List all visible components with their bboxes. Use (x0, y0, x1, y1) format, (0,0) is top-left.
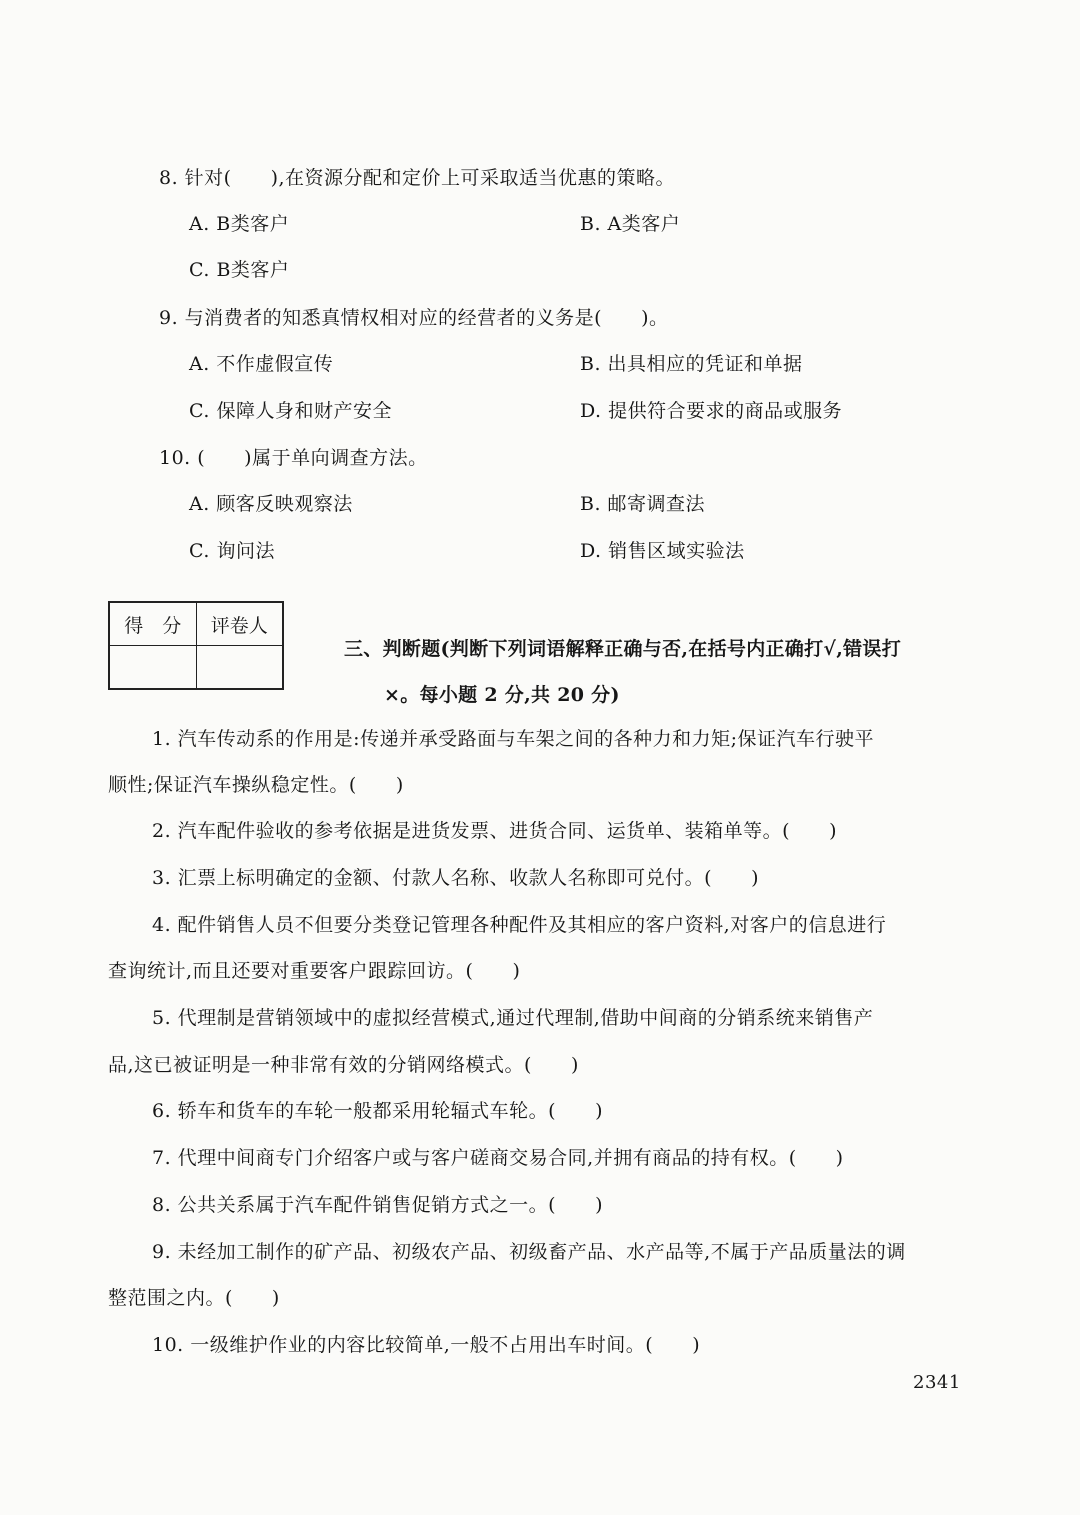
judge-item-7: 7. 代理中间商专门介绍客户或与客户磋商交易合同,并拥有商品的持有权。( ) (152, 1147, 844, 1169)
section-heading: 三、判断题(判断下列词语解释正确与否,在括号内正确打√,错误打 (344, 638, 902, 660)
judge-item-2: 2. 汽车配件验收的参考依据是进货发票、进货合同、运货单、装箱单等。( ) (152, 820, 837, 842)
judge-item-5-cont: 品,这已被证明是一种非常有效的分销网络模式。( ) (108, 1054, 579, 1076)
q8-option-b: B. A类客户 (580, 213, 681, 235)
score-table (108, 601, 284, 690)
judge-item-6: 6. 轿车和货车的车轮一般都采用轮辐式车轮。( ) (152, 1100, 603, 1122)
grader-cell (196, 646, 283, 690)
grader-header: 评卷人 (196, 602, 283, 646)
question-10: 10. ( )属于单向调查方法。 (159, 447, 428, 469)
judge-item-9: 9. 未经加工制作的矿产品、初级农产品、初级畜产品、水产品等,不属于产品质量法的调 (152, 1241, 906, 1263)
judge-item-10: 10. 一级维护作业的内容比较简单,一般不占用出车时间。( ) (152, 1334, 701, 1356)
q9-option-b: B. 出具相应的凭证和单据 (580, 353, 803, 375)
q9-option-c: C. 保障人身和财产安全 (189, 400, 392, 422)
q10-option-d: D. 销售区域实验法 (580, 540, 745, 562)
q8-option-c: C. B类客户 (189, 259, 290, 281)
question-9: 9. 与消费者的知悉真情权相对应的经营者的义务是( )。 (159, 307, 669, 329)
judge-item-1: 1. 汽车传动系的作用是:传递并承受路面与车架之间的各种力和力矩;保证汽车行驶平 (152, 728, 874, 750)
q9-option-d: D. 提供符合要求的商品或服务 (580, 400, 843, 422)
page-number: 2341 (913, 1372, 961, 1393)
question-8: 8. 针对( ),在资源分配和定价上可采取适当优惠的策略。 (159, 167, 676, 189)
judge-item-4-cont: 查询统计,而且还要对重要客户跟踪回访。( ) (108, 960, 521, 982)
q8-option-a: A. B类客户 (189, 213, 290, 235)
judge-item-5: 5. 代理制是营销领域中的虚拟经营模式,通过代理制,借助中间商的分销系统来销售产 (152, 1007, 874, 1029)
score-header: 得 分 (109, 602, 196, 646)
section-heading-cont: ×。每小题 2 分,共 20 分) (384, 684, 620, 706)
q10-option-a: A. 顾客反映观察法 (189, 493, 353, 515)
judge-item-9-cont: 整范围之内。( ) (108, 1287, 280, 1309)
judge-item-8: 8. 公共关系属于汽车配件销售促销方式之一。( ) (152, 1194, 603, 1216)
judge-item-1-cont: 顺性;保证汽车操纵稳定性。( ) (108, 774, 404, 796)
q10-option-c: C. 询问法 (189, 540, 275, 562)
judge-item-4: 4. 配件销售人员不但要分类登记管理各种配件及其相应的客户资料,对客户的信息进行 (152, 914, 887, 936)
score-cell (109, 646, 196, 690)
q10-option-b: B. 邮寄调查法 (580, 493, 706, 515)
q9-option-a: A. 不作虚假宣传 (189, 353, 334, 375)
judge-item-3: 3. 汇票上标明确定的金额、付款人名称、收款人名称即可兑付。( ) (152, 867, 759, 889)
